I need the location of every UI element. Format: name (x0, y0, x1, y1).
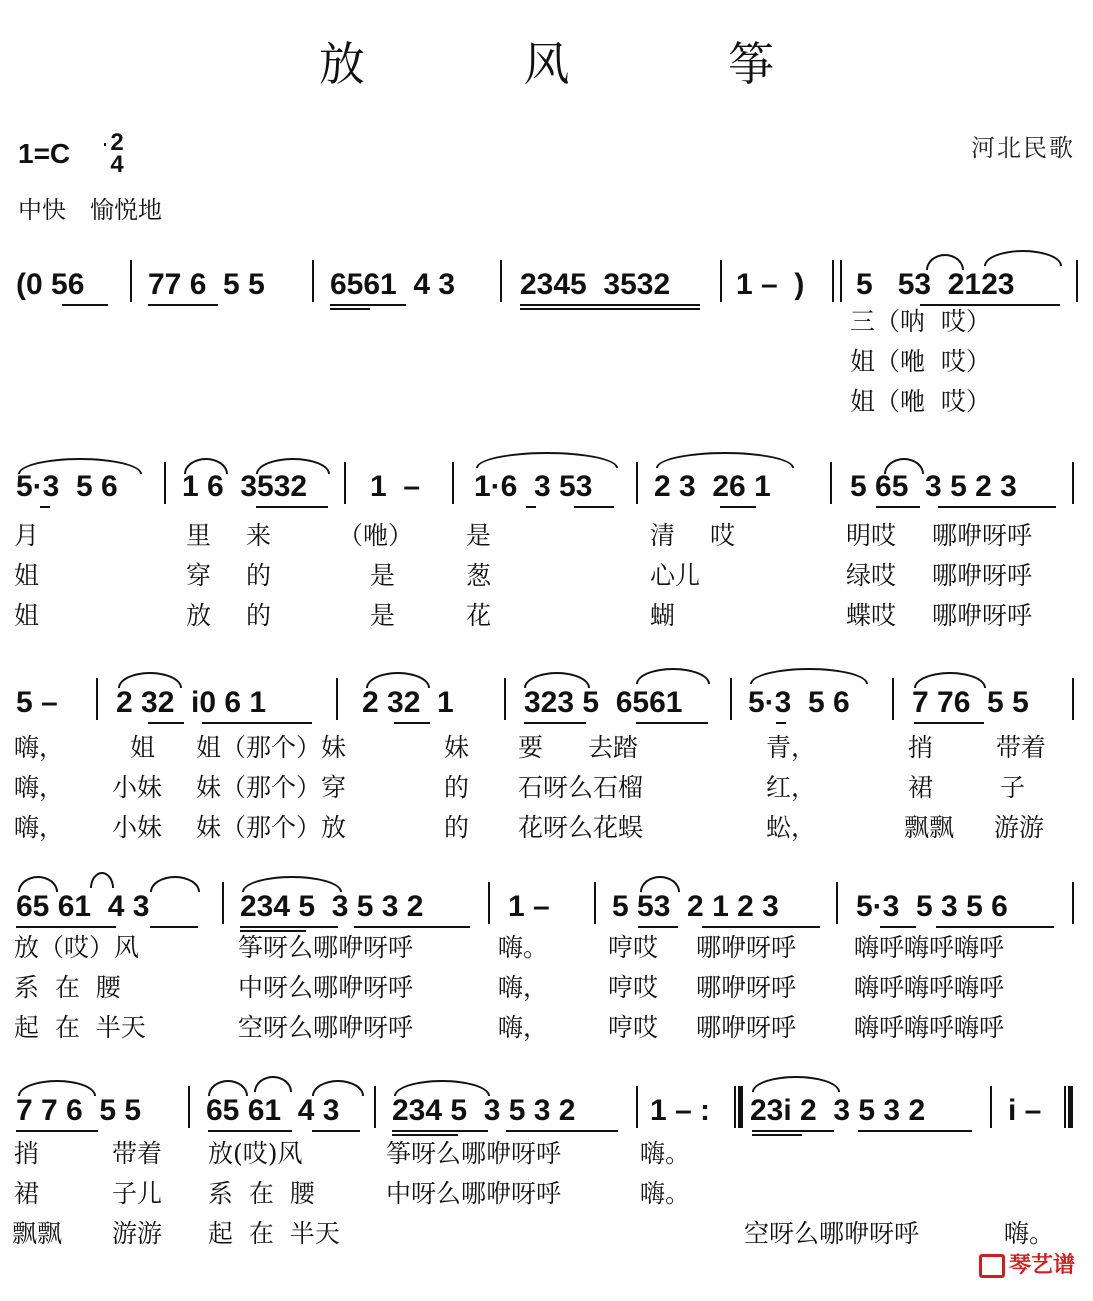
slur (242, 876, 342, 892)
repeat-barline (734, 1086, 743, 1128)
measure-12: 5 65 3 5 2 3 (850, 470, 1017, 503)
underline (938, 506, 1056, 508)
slur (256, 458, 330, 474)
measure-27: 1 – : (650, 1094, 711, 1127)
underline (148, 722, 184, 724)
measure-21: 1 – (508, 890, 550, 923)
notes-row (0, 250, 1093, 310)
barline (840, 260, 842, 302)
time-signature (104, 129, 130, 178)
underline (40, 506, 50, 508)
underline (636, 722, 708, 724)
measure-26: 234 5 3 5 3 2 (392, 1094, 576, 1127)
measure-29: i – (1008, 1094, 1042, 1127)
measure-8: 1 6 3532 (182, 470, 308, 503)
lyric-line-4-verse-1: 放（哎）风 筝呀么哪咿呀呼 嗨。 哼哎 哪咿呀呼 嗨呼嗨呼嗨呼 (14, 933, 1005, 962)
underline (776, 722, 786, 724)
underline (526, 506, 536, 508)
measure-1: (0 56 (16, 268, 85, 301)
notes-row (0, 668, 1093, 728)
site-logo (979, 1248, 1075, 1279)
barline (312, 260, 314, 302)
meter-top: 2 (110, 129, 124, 156)
lyric-line-2-verse-3: 姐 放 的 是 花 蝴 蝶哎 哪咿呀呼 (14, 601, 1033, 630)
meter-bottom: 4 (110, 151, 124, 178)
slur (926, 254, 964, 270)
slur (366, 672, 430, 688)
underline (914, 722, 984, 724)
measure-22: 5 53 2 1 2 3 (612, 890, 779, 923)
measure-7: 5·3 5 6 (16, 470, 118, 503)
final-barline (1064, 1086, 1073, 1128)
slur (18, 1080, 96, 1096)
barline (188, 1086, 190, 1128)
slur (312, 1080, 364, 1096)
meter-bar (104, 143, 106, 146)
barline (344, 462, 346, 504)
notes-row (0, 872, 1093, 932)
slur (18, 876, 58, 892)
underline (208, 1130, 292, 1132)
measure-23: 5·3 5 3 5 6 (856, 890, 1008, 923)
lyric-line-5-verse-3: 飘飘 游游 起 在 半天 空呀么哪咿呀呼 嗨。 (12, 1219, 1055, 1248)
lyric-line-3-verse-1: 嗨， 姐 姐（那个）妹 妹 要 去踏 青， 捎 带着 (14, 733, 1047, 762)
underline (574, 506, 614, 508)
song-title: 放 风 筝 (318, 37, 847, 91)
slur (184, 458, 228, 474)
slur (118, 672, 182, 688)
slur (914, 672, 986, 688)
measure-5: 1 – ) (736, 268, 805, 301)
barline (130, 260, 132, 302)
measure-4: 2345 3532 (520, 268, 671, 301)
barline (488, 882, 490, 924)
slur (636, 668, 710, 684)
measure-9: 1 – (370, 470, 421, 503)
slur (208, 1080, 248, 1096)
song-origin: 河北民歌 (971, 134, 1075, 162)
barline (636, 462, 638, 504)
measure-15: 2 32 1 (362, 686, 454, 719)
barline (1076, 260, 1078, 302)
notes-row (0, 1076, 1093, 1136)
barline (222, 882, 224, 924)
underline (392, 1130, 488, 1132)
slur (750, 668, 868, 684)
barline (832, 260, 834, 302)
lyric-line-1-verse-3: 姐（咃 哎） (850, 387, 991, 416)
barline (1072, 462, 1074, 504)
underline (256, 506, 328, 508)
barline (730, 678, 732, 720)
tempo-marking (18, 190, 186, 225)
logo-mark-icon (979, 1254, 1005, 1278)
lyric-line-4-verse-2: 系 在 腰 中呀么哪咿呀呼 嗨， 哼哎 哪咿呀呼 嗨呼嗨呼嗨呼 (14, 973, 1005, 1002)
measure-20: 234 5 3 5 3 2 (240, 890, 424, 923)
slur (150, 876, 200, 892)
measure-14: 2 32 i0 6 1 (116, 686, 267, 719)
underline (16, 1130, 98, 1132)
key-signature: 1=C (18, 138, 71, 169)
barline (594, 882, 596, 924)
slur (984, 250, 1062, 266)
tempo-mood: 愉悦地 (90, 196, 162, 224)
measure-16: 323 5 6561 (524, 686, 683, 719)
underline (720, 506, 756, 508)
lyric-line-4-verse-3: 起 在 半天 空呀么哪咿呀呼 嗨， 哼哎 哪咿呀呼 嗨呼嗨呼嗨呼 (14, 1013, 1005, 1042)
barline (990, 1086, 992, 1128)
barline (374, 1086, 376, 1128)
slur (18, 458, 142, 474)
slur (90, 872, 114, 888)
measure-6: 5 53 2123 (856, 268, 1015, 301)
slur (524, 672, 590, 688)
lyric-line-5-verse-1: 捎 带着 放(哎)风 筝呀么哪咿呀呼 嗨。 (14, 1139, 691, 1168)
slur (656, 452, 794, 468)
barline (336, 678, 338, 720)
slur (394, 1080, 490, 1096)
lyric-line-1-verse-1: 三（呐 哎） (850, 307, 991, 336)
barline (96, 678, 98, 720)
measure-11: 2 3 26 1 (654, 470, 771, 503)
underline (752, 1130, 834, 1132)
lyric-line-2-verse-1: 月 里 来 （咃） 是 清 哎 明哎 哪咿呀呼 (14, 521, 1033, 550)
underline (858, 1130, 972, 1132)
measure-25: 65 61 4 3 (206, 1094, 340, 1127)
barline (1072, 882, 1074, 924)
measure-2: 77 6 5 5 (148, 268, 265, 301)
measure-13: 5 – (16, 686, 58, 719)
measure-18: 7 76 5 5 (912, 686, 1029, 719)
barline (830, 462, 832, 504)
underline (394, 722, 430, 724)
barline (1072, 678, 1074, 720)
barline (504, 678, 506, 720)
lyric-line-3-verse-2: 嗨， 小妹 妹（那个）穿 的 石呀么石榴 红， 裙 子 (14, 773, 1026, 802)
barline (636, 1086, 638, 1128)
slur (254, 1076, 292, 1092)
barline (892, 678, 894, 720)
underline (506, 1130, 618, 1132)
measure-10: 1·6 3 53 (474, 470, 593, 503)
barline (836, 882, 838, 924)
barline (164, 462, 166, 504)
measure-19: 65 61 4 3 (16, 890, 150, 923)
barline (500, 260, 502, 302)
logo-text: 琴艺谱 (1008, 1253, 1075, 1278)
lyric-line-3-verse-3: 嗨， 小妹 妹（那个）放 的 花呀么花蜈 蚣， 飘飘 游游 (14, 813, 1045, 842)
measure-17: 5·3 5 6 (748, 686, 850, 719)
tempo-speed: 中快 (18, 196, 66, 224)
slur (752, 1076, 840, 1092)
lyric-line-5-verse-2: 裙 子儿 系 在 腰 中呀么哪咿呀呼 嗨。 (14, 1179, 691, 1208)
measure-3: 6561 4 3 (330, 268, 456, 301)
slur (884, 458, 924, 474)
underline (876, 506, 920, 508)
underline (312, 1130, 360, 1132)
slur (640, 876, 680, 892)
measure-28: 23i 2 3 5 3 2 (750, 1094, 926, 1127)
underline (202, 722, 312, 724)
lyric-line-2-verse-2: 姐 穿 的 是 葱 心儿 绿哎 哪咿呀呼 (14, 561, 1033, 590)
notes-row (0, 452, 1093, 512)
underline (524, 722, 586, 724)
lyric-line-1-verse-2: 姐（咃 哎） (850, 347, 991, 376)
measure-24: 7 7 6 5 5 (16, 1094, 142, 1127)
barline (452, 462, 454, 504)
barline (720, 260, 722, 302)
slur (476, 452, 618, 468)
